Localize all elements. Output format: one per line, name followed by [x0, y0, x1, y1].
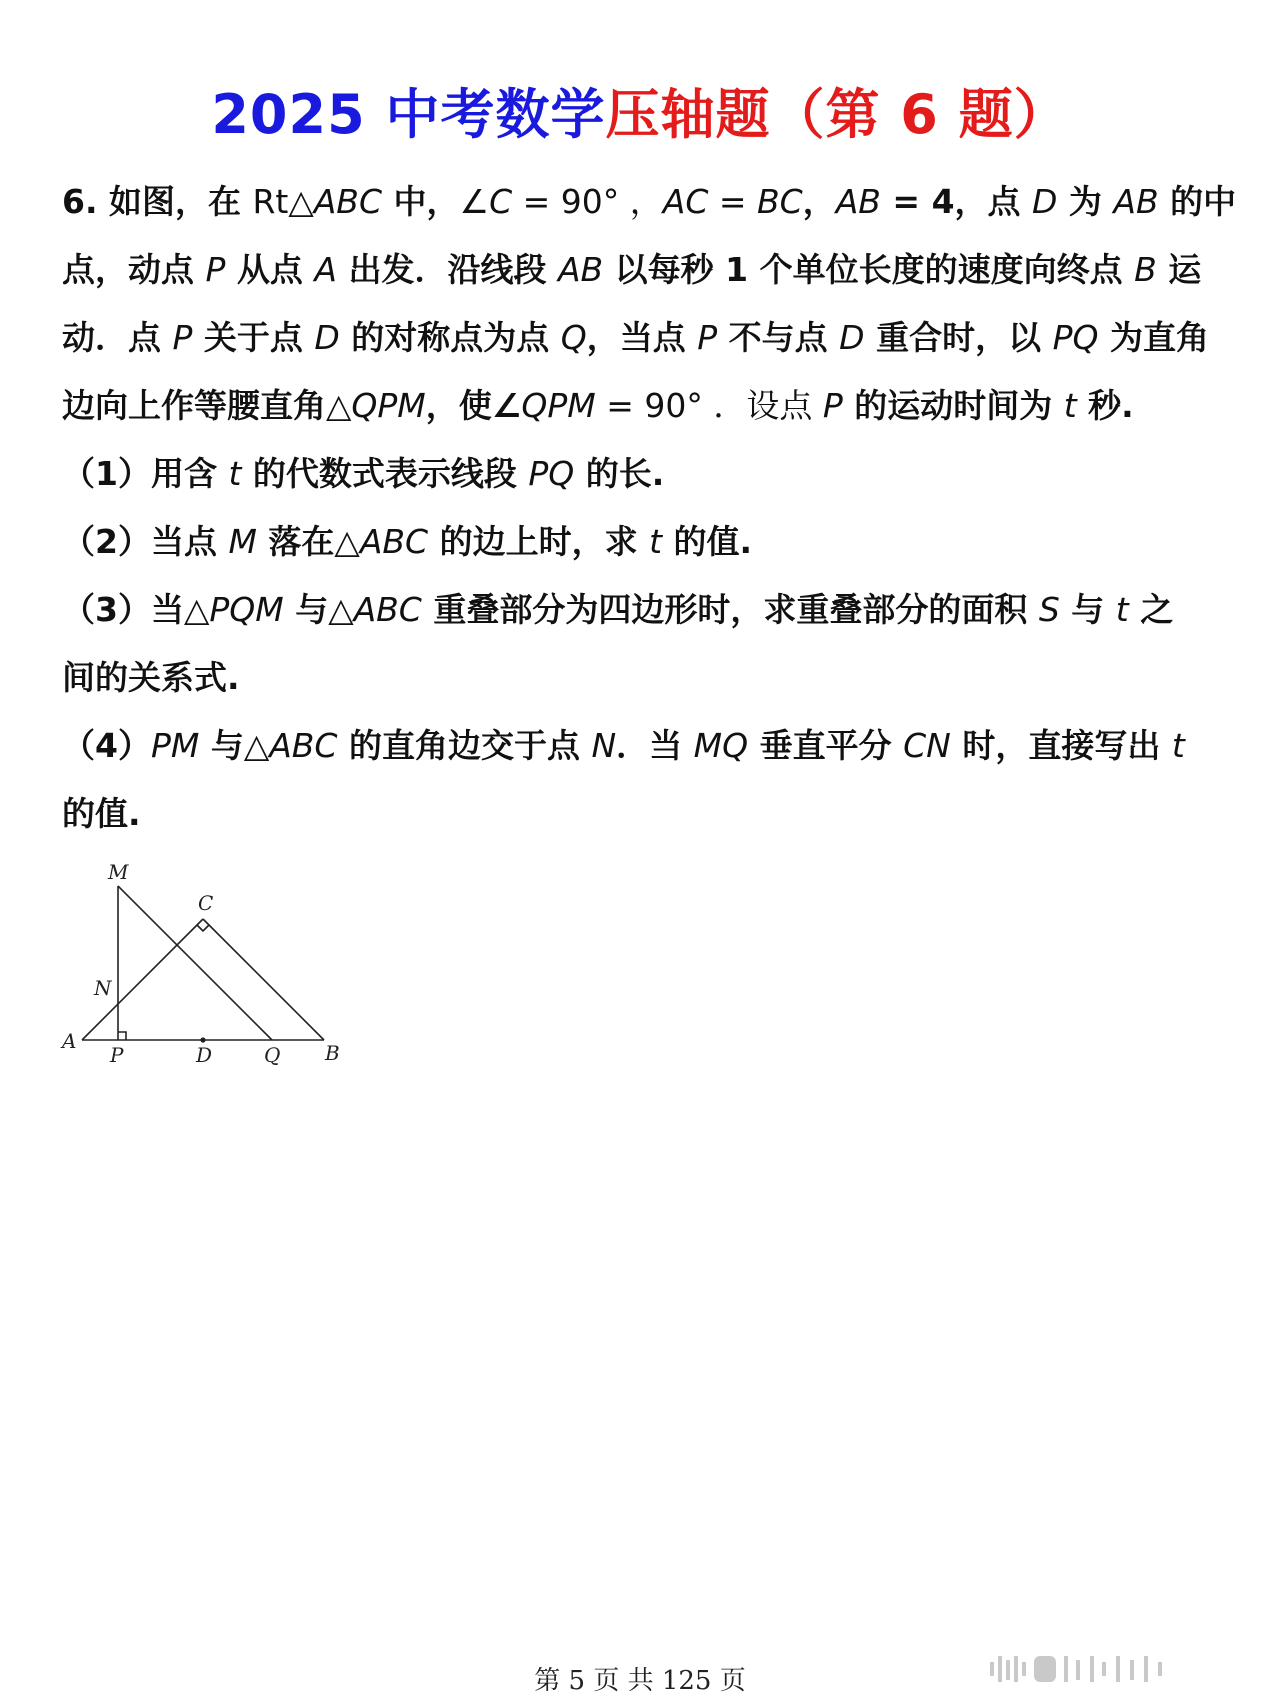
problem-line-1: [62, 168, 1237, 236]
label-M: M: [108, 860, 129, 884]
segment-MQ: [118, 886, 272, 1040]
text-run: =: [708, 182, 758, 221]
text-run: 秒.: [1076, 386, 1134, 425]
question-4-cont: 的值.: [62, 794, 141, 833]
text-run: 的代数式表示线段: [241, 454, 529, 493]
text-run: 与: [1059, 590, 1116, 629]
question-4: [62, 712, 1232, 780]
text-run: 落在△: [256, 522, 360, 561]
math-var: M: [228, 522, 257, 561]
label-B: B: [325, 1041, 340, 1065]
question-1: [62, 440, 1232, 508]
math-var: P: [205, 250, 226, 289]
text-run: 为直角: [1098, 318, 1209, 357]
text-run: 运: [1156, 250, 1202, 289]
label-D: D: [196, 1043, 213, 1067]
math-var: PQM: [209, 590, 284, 629]
math-var: S: [1038, 590, 1060, 629]
page-footer: 第 5 页 共 125 页: [534, 1666, 746, 1696]
text-run: 不与点: [717, 318, 840, 357]
text-run: 的长.: [574, 454, 665, 493]
text-run: （2）当点: [62, 522, 229, 561]
math-var: B: [1134, 250, 1157, 289]
watermark-logo-icon: [990, 1652, 1240, 1686]
text-run: 之: [1128, 590, 1174, 629]
math-var: PQ: [1052, 318, 1099, 357]
math-var: AC: [662, 182, 709, 221]
math-var: D: [314, 318, 340, 357]
math-var: QPM: [351, 386, 426, 425]
text-run: = 90° ．设点: [595, 386, 823, 425]
text-run: = 4，点: [880, 182, 1033, 221]
text-run: 与△: [283, 590, 354, 629]
text-run: 时，直接写出: [950, 726, 1172, 765]
question-3-cont: 间的关系式.: [62, 658, 240, 697]
text-run: = 90° ，: [512, 182, 663, 221]
math-var: t: [1063, 386, 1077, 425]
text-run: 从点: [225, 250, 315, 289]
text-run: （4）: [62, 726, 151, 765]
text-run: ，: [802, 182, 836, 221]
text-run: 重叠部分为四边形时，求重叠部分的面积: [421, 590, 1039, 629]
geometry-diagram: [52, 850, 372, 1070]
math-var: AB: [1113, 182, 1159, 221]
text-run: 关于点: [192, 318, 315, 357]
text-run: ．当: [616, 726, 694, 765]
point-D: [200, 1037, 205, 1042]
math-var: ABC: [353, 590, 422, 629]
math-var: t: [1115, 590, 1129, 629]
page-title: [0, 72, 1280, 149]
text-run: 的中: [1158, 182, 1237, 221]
math-var: P: [822, 386, 843, 425]
problem-text: [62, 168, 1237, 848]
math-var: Q: [560, 318, 587, 357]
math-var: N: [591, 726, 617, 765]
text-run: 与△: [199, 726, 270, 765]
text-run: 的对称点为点: [339, 318, 561, 357]
right-angle-mark-P: [118, 1032, 126, 1040]
text-run: （3）当△: [62, 590, 210, 629]
segment-CB: [203, 919, 324, 1040]
question-2: [62, 508, 1232, 576]
text-run: 的边上时，求: [428, 522, 650, 561]
text-run: 的值.: [662, 522, 753, 561]
label-Q: Q: [264, 1043, 281, 1067]
text-run: 重合时，以: [864, 318, 1053, 357]
problem-line-2: [62, 236, 1232, 304]
label-C: C: [198, 891, 214, 915]
label-N: N: [94, 976, 112, 1000]
text-run: 动．点: [62, 318, 173, 357]
math-var: PQ: [528, 454, 575, 493]
math-var: ABC: [359, 522, 429, 561]
math-var: AB: [557, 250, 604, 289]
text-run: 出发．沿线段: [336, 250, 558, 289]
right-angle-mark-C: [197, 925, 209, 931]
math-var: ABC: [269, 726, 338, 765]
text-run: 的运动时间为: [842, 386, 1064, 425]
math-var: MQ: [693, 726, 749, 765]
text-run: Rt△: [252, 182, 314, 221]
text-run: ，当点: [586, 318, 698, 357]
label-P: P: [110, 1043, 124, 1067]
text-run: ，使∠: [425, 386, 522, 425]
math-var: t: [228, 454, 242, 493]
text-run: 6. 如图，在: [62, 182, 253, 221]
math-var: t: [649, 522, 663, 561]
question-3: [62, 576, 1232, 644]
text-run: 垂直平分: [748, 726, 904, 765]
label-A: A: [62, 1029, 77, 1053]
math-var: t: [1171, 726, 1185, 765]
math-var: QPM: [521, 386, 596, 425]
text-run: 的直角边交于点: [337, 726, 592, 765]
title-red-part: 压轴题（第 6 题）: [605, 83, 1069, 146]
math-var: P: [172, 318, 193, 357]
math-var: ∠C: [459, 182, 513, 221]
title-blue-part: 2025 中考数学: [211, 83, 606, 146]
text-run: 点，动点: [62, 250, 206, 289]
math-var: PM: [150, 726, 200, 765]
math-var: CN: [903, 726, 951, 765]
math-var: P: [697, 318, 718, 357]
text-run: 中，: [382, 182, 460, 221]
text-run: 为: [1057, 182, 1114, 221]
math-var: D: [839, 318, 865, 357]
text-run: 以每秒 1 个单位长度的速度向终点: [603, 250, 1135, 289]
problem-line-3: [62, 304, 1232, 372]
math-var: D: [1032, 182, 1058, 221]
problem-line-4: [62, 372, 1232, 440]
math-var: ABC: [313, 182, 382, 221]
text-run: （1）用含: [62, 454, 229, 493]
math-var: BC: [757, 182, 803, 221]
math-var: A: [314, 250, 337, 289]
text-run: 边向上作等腰直角△: [62, 386, 352, 425]
math-var: AB: [835, 182, 881, 221]
